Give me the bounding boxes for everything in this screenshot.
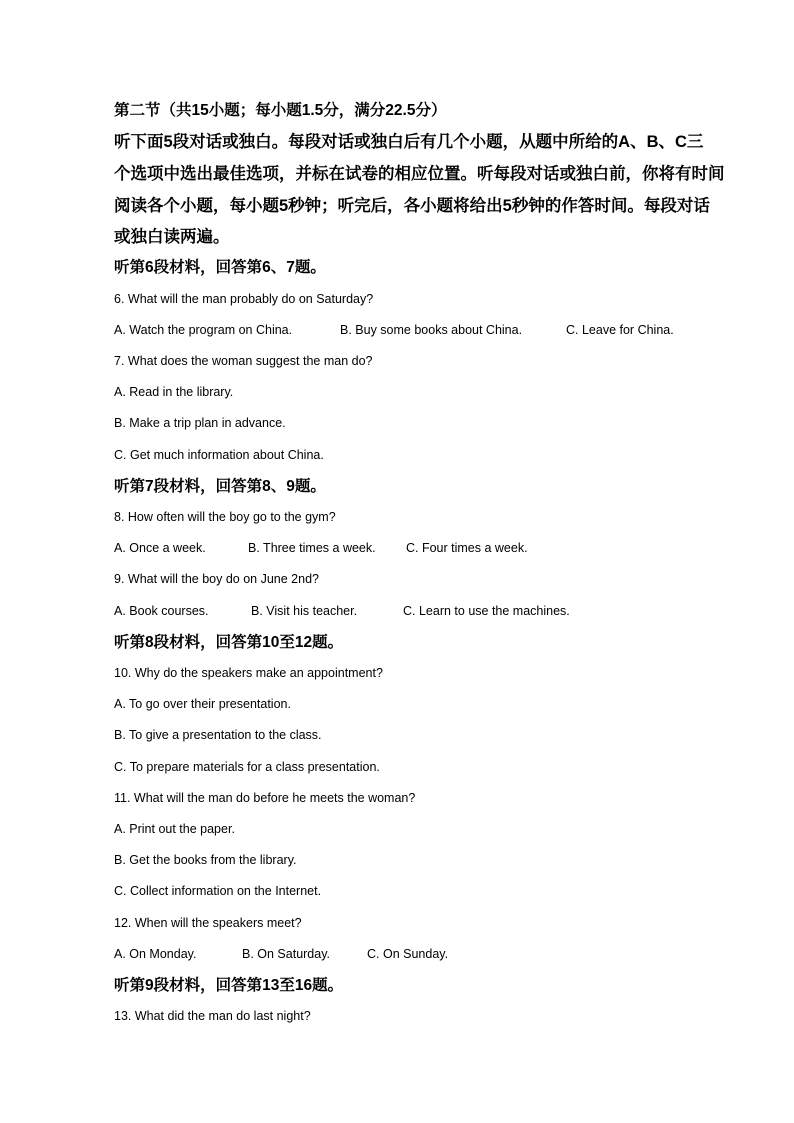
answer-option: C. On Sunday.: [367, 947, 449, 961]
group-heading: 听第6段材料，回答第6、7题。: [114, 259, 326, 276]
group-heading: 听第8段材料，回答第10至12题。: [114, 634, 344, 651]
instruction-line: 或独白读两遍。: [114, 228, 230, 246]
answer-option: B. Three times a week.: [248, 541, 376, 555]
answer-option: C. Learn to use the machines.: [403, 604, 570, 618]
question-text: 12. When will the speakers meet?: [114, 916, 302, 930]
answer-option: A. Print out the paper.: [114, 822, 235, 836]
question-text: 13. What did the man do last night?: [114, 1009, 311, 1023]
answer-option: B. Visit his teacher.: [251, 604, 358, 618]
instruction-line: 阅读各个小题，每小题5秒钟；听完后，各小题将给出5秒钟的作答时间。每段对话: [114, 197, 710, 215]
answer-option: B. On Saturday.: [242, 947, 331, 961]
answer-option: B. Get the books from the library.: [114, 853, 297, 867]
answer-option: B. Buy some books about China.: [340, 323, 523, 337]
answer-option: C. Collect information on the Internet.: [114, 884, 322, 898]
question-text: 7. What does the woman suggest the man do?: [114, 354, 373, 368]
answer-option: A. To go over their presentation.: [114, 697, 291, 711]
section-title: 第二节（共15小题；每小题1.5分，满分22.5分）: [114, 102, 447, 119]
question-text: 8. How often will the boy go to the gym?: [114, 510, 336, 524]
question-text: 6. What will the man probably do on Saturday?: [114, 292, 374, 306]
group-heading: 听第9段材料，回答第13至16题。: [114, 977, 344, 994]
answer-option: A. Once a week.: [114, 541, 206, 555]
answer-option: C. To prepare materials for a class presentation.: [114, 760, 380, 774]
answer-option: C. Leave for China.: [566, 323, 674, 337]
answer-option: B. Make a trip plan in advance.: [114, 416, 286, 430]
group-heading: 听第7段材料，回答第8、9题。: [114, 478, 326, 495]
question-text: 11. What will the man do before he meets the woman?: [114, 791, 416, 805]
question-text: 9. What will the boy do on June 2nd?: [114, 572, 319, 586]
answer-option: C. Four times a week.: [406, 541, 528, 555]
instruction-line: 听下面5段对话或独白。每段对话或独白后有几个小题，从题中所给的A、B、C三: [114, 133, 704, 151]
answer-option: A. Watch the program on China.: [114, 323, 293, 337]
answer-option: A. Book courses.: [114, 604, 209, 618]
answer-option: A. On Monday.: [114, 947, 197, 961]
answer-option: B. To give a presentation to the class.: [114, 728, 322, 742]
answer-option: C. Get much information about China.: [114, 448, 324, 462]
instruction-line: 个选项中选出最佳选项，并标在试卷的相应位置。听每段对话或独白前，你将有时间: [114, 165, 725, 183]
answer-option: A. Read in the library.: [114, 385, 234, 399]
question-text: 10. Why do the speakers make an appointment?: [114, 666, 383, 680]
